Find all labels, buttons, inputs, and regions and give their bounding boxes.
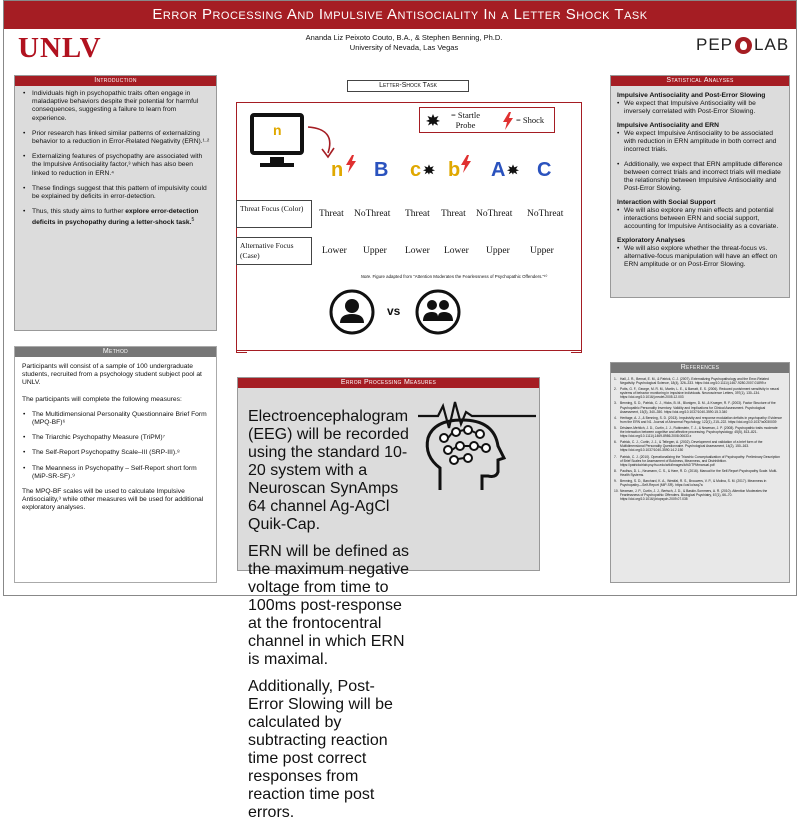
threat-cell-6: NoThreat [527, 209, 564, 219]
reference-item: 10. Newman, J. P., Curtin, J. J., Bertsch, J. D., & Baskin-Sommers, A. R. (2010). Attention Moderates the Fearlessness of Psychopathic Offenders. Biological Psychiatry, 67(1), 66–70. https://doi.org/10.1016/j.biopsych.2009.07.035 [614, 489, 768, 502]
peplab-logo-text-a: PEP [696, 35, 734, 54]
stats-section-3-item-1: • We will also explore any main effects and potential interactions between ERN and social support, accounting for Impulsive Antisociality as a covariate. [617, 207, 783, 231]
method-scoring: The MPQ-BF scales will be used to calculate Impulsive Antisociality,³ while other measures will be used for additional exploratory analyses. [22, 488, 204, 512]
intro-bullet-3: • Externalizing features of psychopathy are associated with the Impulsive Antisociality factor,³ which has also been linked to reduction in ERN.⁴ [23, 153, 210, 178]
erp-eeg-text: Electroencephalogram (EEG) will be recorded using the standard 10-20 system with a Neuroscan SynAmps 64 channel Ag-AgCl Quik-Cap. [248, 408, 409, 533]
task-legend [419, 107, 555, 133]
group-people-icon [415, 289, 461, 335]
threat-cell-5: NoThreat [476, 209, 513, 219]
versus-label: vs [387, 304, 401, 318]
reference-item: 3. Benning, S. D., Patrick, C. J., Hicks, B. M., Blonigen, D. M., & Krueger, R. F. (2003). Factor Structure of the Psychopathic Personality Inventory: Validity and Implications for Clinical Assessment. Psychological Assessment, 15(3), 340–350. https://doi.org/10.1037/1040-3590.15.3.340 [614, 401, 776, 414]
reference-item: 2. Potts, G. F., George, M. R. M., Martin, L. E., & Barratt, E. S. (2006). Reduced punishment sensitivity in neural systems of behavior monitoring in impulsive individuals. Neuroscience Letters, 397(1), 130–134. https://doi.org/10.1016/j.neulet.2005.12.003 [614, 387, 780, 400]
legend-shock-text: = Shock [516, 115, 545, 125]
stats-section-1-heading: Impulsive Antisociality and Post-Error Slowing [617, 92, 766, 99]
stats-section-2-item-1: • We expect Impulsive Antisociality to be associated with reduction in ERN amplitude in both correct and incorrect trials. [617, 130, 783, 154]
intro-bullet-5-bold: explore error-detection deficits in psychopathy during a letter-shock task. [32, 208, 199, 227]
screen-letter: n [273, 122, 282, 138]
stats-section-3-heading: Interaction with Social Support [617, 199, 716, 206]
sequence-shock-icon-2 [461, 155, 471, 173]
reference-item: 1. Hall, J. R., Bernat, E. M., & Patrick, C. J. (2007). Externalizing Psychopathology and the Error-Related Negativity. Psychological Science, 18(4), 326–333. https://doi.org/10.1111/j.1467-9280.2007.01899.x [614, 377, 769, 386]
reference-item: 7. Patrick, C. J. (2010). Operationalizing the Triarchic Conceptualization of Psychopathy: Preliminary Description of Brief Scales for Assessment of Boldness, Meanness, and Disinhibition. https://patrickcirlab.psy.fsu.edu/wiki/images/b/b2/TPMmanual.pdf [614, 454, 780, 467]
shock-bolt-icon [503, 112, 513, 130]
intro-bullet-2: • Prior research has linked similar patterns of externalizing behavior to a reduction in Error-Related Negativity (ERN).¹·² [23, 130, 210, 146]
threat-cell-2: NoThreat [354, 209, 391, 219]
note-text: Figure adapted from “Attention Moderates the Fearlessness of Psychopathic Offenders.”¹⁰ [372, 274, 548, 279]
erp-ern-text: ERN will be defined as the maximum negative voltage from time to 100ms post-response at the frontocentral channel in which ERN is maximal. [248, 543, 409, 668]
peplab-logo-text-b: LAB [754, 35, 790, 54]
stats-section-1-item-1: • We expect that Impulsive Antisociality will be inversely correlated with Post-Error Slowing. [617, 100, 783, 116]
introduction-panel [14, 75, 217, 331]
method-header: Method [15, 347, 216, 357]
alternative-focus-caption: Alternative Focus (Case) [236, 237, 312, 265]
references-panel [610, 362, 790, 583]
alt-cell-2: Upper [363, 246, 387, 256]
reference-item: 9. Benning, S. D., Barchard, K. A., Westfal, R. S., Brouwers, V. P., & Molina, S. M. (2017). Meanness in Psychopathy—Self-Report (MiP-SR). https://osf.io/sxq7a [614, 478, 767, 488]
introduction-header: Introduction [15, 76, 216, 86]
sequence-letter-2: B [374, 159, 389, 181]
alt-cell-1: Lower [322, 246, 347, 256]
peplab-logo [696, 35, 789, 55]
method-measure-3: • The Self-Report Psychopathy Scale–III (SRP-III).⁸ [23, 449, 210, 457]
intro-bullet-5-text: Thus, this study aims to further [32, 208, 124, 216]
author-names: Ananda Liz Peixoto Couto, B.A., & Stephen Benning, Ph.D. [305, 33, 503, 42]
eeg-head-icon [418, 398, 536, 494]
intro-bullet-4: • These findings suggest that this pattern of impulsivity could be explained by deficits in error-detection. [23, 185, 210, 201]
threat-cell-3: Threat [405, 209, 430, 219]
alt-cell-5: Upper [486, 246, 510, 256]
unlv-logo: UNLV [18, 32, 102, 64]
sequence-startle-icon-1 [423, 164, 435, 175]
single-person-icon [329, 289, 375, 335]
alt-cell-6: Upper [530, 246, 554, 256]
statistical-analyses-panel [610, 75, 790, 298]
authors-block [234, 33, 574, 53]
method-panel [14, 346, 217, 583]
reference-item: 8. Paulhus, D. L., Neumann, C. S., & Hare, R. D. (2016). Manual for the Self-Report Psychopathy Scale. Multi-Health Systems. [614, 468, 778, 477]
letter-shock-task-label: Letter-Shock Task [347, 80, 469, 92]
task-figure-note [304, 274, 604, 280]
method-measure-2: • The Triarchic Psychopathy Measure (TriPM)⁷ [23, 434, 210, 442]
intro-bullet-5-sup: 5 [191, 217, 195, 224]
sequence-letter-4: b [448, 159, 461, 181]
intro-bullet-5 [23, 208, 210, 228]
error-processing-panel [237, 377, 540, 821]
method-measure-4: • The Meanness in Psychopathy – Self-Report short form (MiP-SR-SF).⁹ [23, 465, 210, 481]
startle-probe-icon [426, 114, 440, 126]
alt-cell-4: Lower [444, 246, 469, 256]
peplab-head-icon [735, 37, 752, 54]
threat-cell-1: Threat [319, 209, 344, 219]
sequence-letter-6: C [537, 159, 552, 181]
method-measures-intro: The participants will complete the following measures: [22, 395, 182, 403]
sequence-letter-5: A [491, 159, 506, 181]
references-header: References [611, 363, 789, 373]
poster [3, 0, 797, 821]
stats-section-2-heading: Impulsive Antisociality and ERN [617, 122, 719, 129]
method-measure-1: • The Multidimensional Personality Questionnaire Brief Form (MPQ-BF)⁶ [23, 411, 210, 427]
statistical-analyses-header: Statistical Analyses [611, 76, 789, 86]
reference-item: 4. Heritage, A. J., & Benning, S. D. (2013). Impulsivity and response modulation deficits in psychopathy: Evidence from the ERN and N1. Journal of Abnormal Psychology, 122(1), 215–222. https://doi.org/10.1037/a0030039 [614, 415, 782, 424]
threat-cell-4: Threat [441, 209, 466, 219]
alt-cell-3: Lower [405, 246, 430, 256]
reference-item: 5. Drislane-Mehlich, J. D., Curtin, J. J., Rubinstein, T. J., & Newman, J. P. (2008). Psychopathic traits moderate the interaction between cognitive and affective processing. Psychophysiology, 45(5), 813–821. https://doi.org/10.1111/j.1469-8986.2008.00633.x [614, 425, 778, 439]
note-label: Note. [360, 274, 372, 279]
sequence-shock-icon-1 [346, 155, 356, 173]
sequence-letter-3: c [410, 159, 422, 181]
legend-startle-text: = Startle Probe [450, 110, 481, 130]
intro-bullet-1: • Individuals high in psychopathic traits often engage in maladaptive behaviors despite their potential for harmful consequences, suggesting a failure to learn from experience. [23, 90, 210, 123]
error-processing-header: Error Processing Measures [238, 378, 539, 388]
method-participants: Participants will consist of a sample of 100 undergraduate students, recruited from a psychology student subject pool at UNLV. [22, 363, 202, 387]
references-list [611, 373, 789, 501]
stats-section-4-heading: Exploratory Analyses [617, 237, 686, 244]
sequence-startle-icon-2 [507, 164, 519, 175]
stats-section-4-item-1: • We will also explore whether the threat-focus vs. alternative-focus manipulation will have an effect on ERN amplitude or on Post-Error Slowing. [617, 245, 783, 269]
stats-section-2-item-2: • Additionally, we expect that ERN amplitude difference between correct trials and incorrect trials will mediate the relationship between Impulsive Antisociality and Post-Error Slowing. [617, 161, 783, 193]
reference-item: 6. Patrick, C. J., Curtin, J. J., & Tellegen, A. (2002). Development and validation of a brief form of the Multidimensional Personality Questionnaire. Psychological Assessment, 14(2), 150–163. https://doi.org/10.1037/1040-3590.14.2.150 [614, 440, 763, 453]
threat-focus-caption: Threat Focus (Color) [236, 200, 312, 228]
poster-title: Error Processing And Impulsive Antisociality In a Letter Shock Task [4, 1, 796, 29]
erp-pes-text: Additionally, Post-Error Slowing will be calculated by subtracting reaction time post correct responses from reaction time post errors. [248, 678, 393, 821]
affiliation: University of Nevada, Las Vegas [349, 43, 459, 52]
sequence-letter-1: n [331, 159, 344, 181]
